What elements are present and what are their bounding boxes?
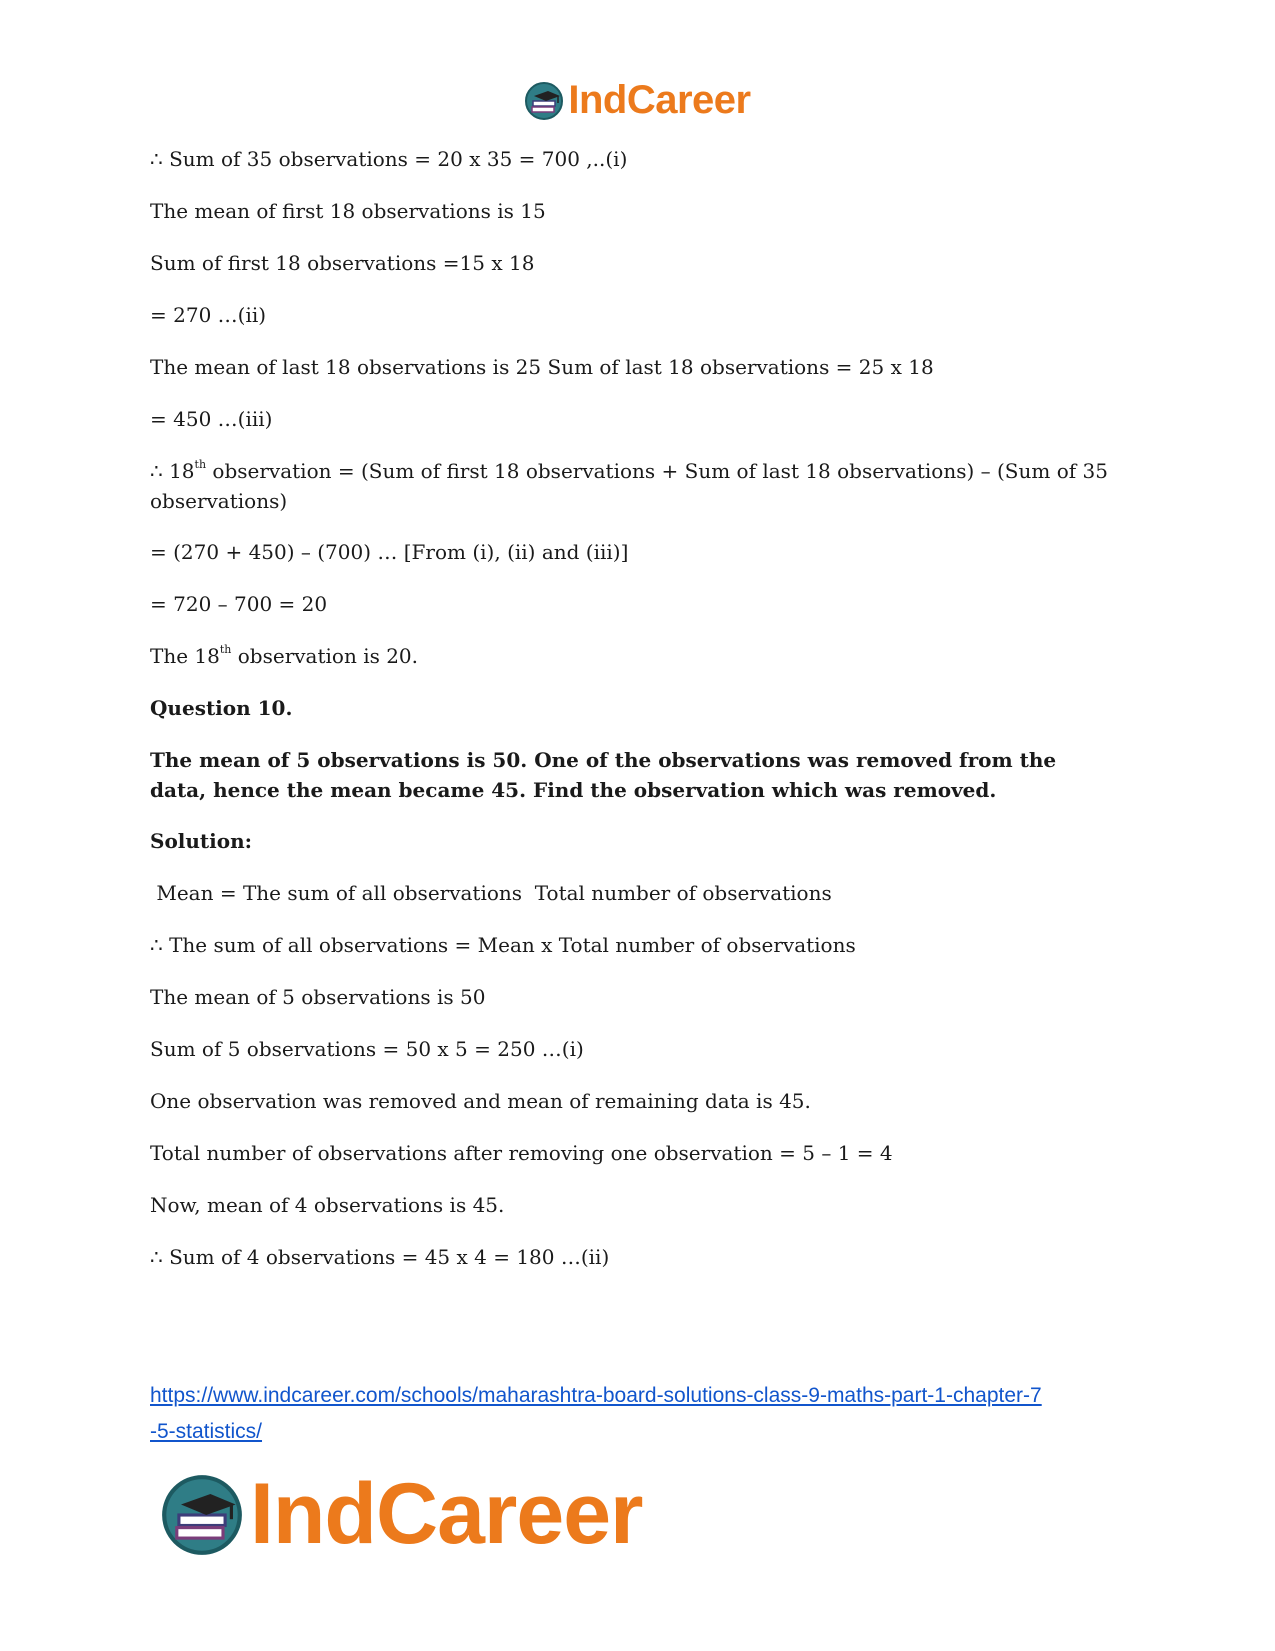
text-line: = 270 …(ii): [150, 303, 267, 327]
text-line: The mean of first 18 observations is 15: [150, 199, 546, 223]
text-line: Mean = The sum of all observations Total number of observations: [150, 881, 832, 905]
question-heading: Question 10.: [150, 696, 293, 720]
source-link[interactable]: [150, 1378, 1150, 1450]
text-span: The 18: [150, 644, 220, 668]
text-line: Sum of first 18 observations =15 x 18: [150, 251, 535, 275]
text-line: Total number of observations after removing one observation = 5 – 1 = 4: [150, 1141, 893, 1165]
text-paragraph: [150, 456, 1110, 516]
text-line: = (270 + 450) – (700) … [From (i), (ii) and (iii)]: [150, 540, 629, 564]
text-span: ∴ 18: [150, 459, 195, 483]
source-link-line[interactable]: -5-statistics/: [150, 1420, 263, 1443]
header-logo: [0, 78, 1275, 123]
text-line: The mean of 5 observations is 50: [150, 985, 486, 1009]
text-line: = 720 – 700 = 20: [150, 592, 328, 616]
text-line: ∴ Sum of 4 observations = 45 x 4 = 180 …(ii): [150, 1245, 610, 1269]
graduation-globe-icon: [160, 1473, 244, 1557]
text-span: observation = (Sum of first 18 observations + Sum of last 18 observations) – (Sum of 35 observations): [150, 459, 1108, 513]
text-line: One observation was removed and mean of remaining data is 45.: [150, 1089, 811, 1113]
solution-heading: Solution:: [150, 829, 253, 853]
text-span: observation is 20.: [231, 644, 419, 668]
question-text: The mean of 5 observations is 50. One of the observations was removed from the data, hence the mean became 45. Find the observation which was removed.: [150, 748, 1057, 802]
text-line: The mean of last 18 observations is 25 Sum of last 18 observations = 25 x 18: [150, 355, 934, 379]
text-line: Sum of 5 observations = 50 x 5 = 250 …(i): [150, 1037, 584, 1061]
text-paragraph: [150, 641, 1110, 671]
superscript: th: [194, 458, 207, 472]
graduation-globe-icon: [524, 81, 564, 121]
brand-name: IndCareer: [250, 1466, 643, 1562]
text-line: Now, mean of 4 observations is 45.: [150, 1193, 505, 1217]
text-line: ∴ Sum of 35 observations = 20 x 35 = 700 ,..(i): [150, 147, 628, 171]
superscript: th: [219, 643, 232, 657]
source-link-line[interactable]: https://www.indcareer.com/schools/maharashtra-board-solutions-class-9-maths-part-1-chapter-7: [150, 1384, 1042, 1407]
footer-logo: [160, 1465, 643, 1564]
text-line: = 450 …(iii): [150, 407, 273, 431]
text-line: ∴ The sum of all observations = Mean x Total number of observations: [150, 933, 856, 957]
brand-name: IndCareer: [568, 78, 751, 122]
